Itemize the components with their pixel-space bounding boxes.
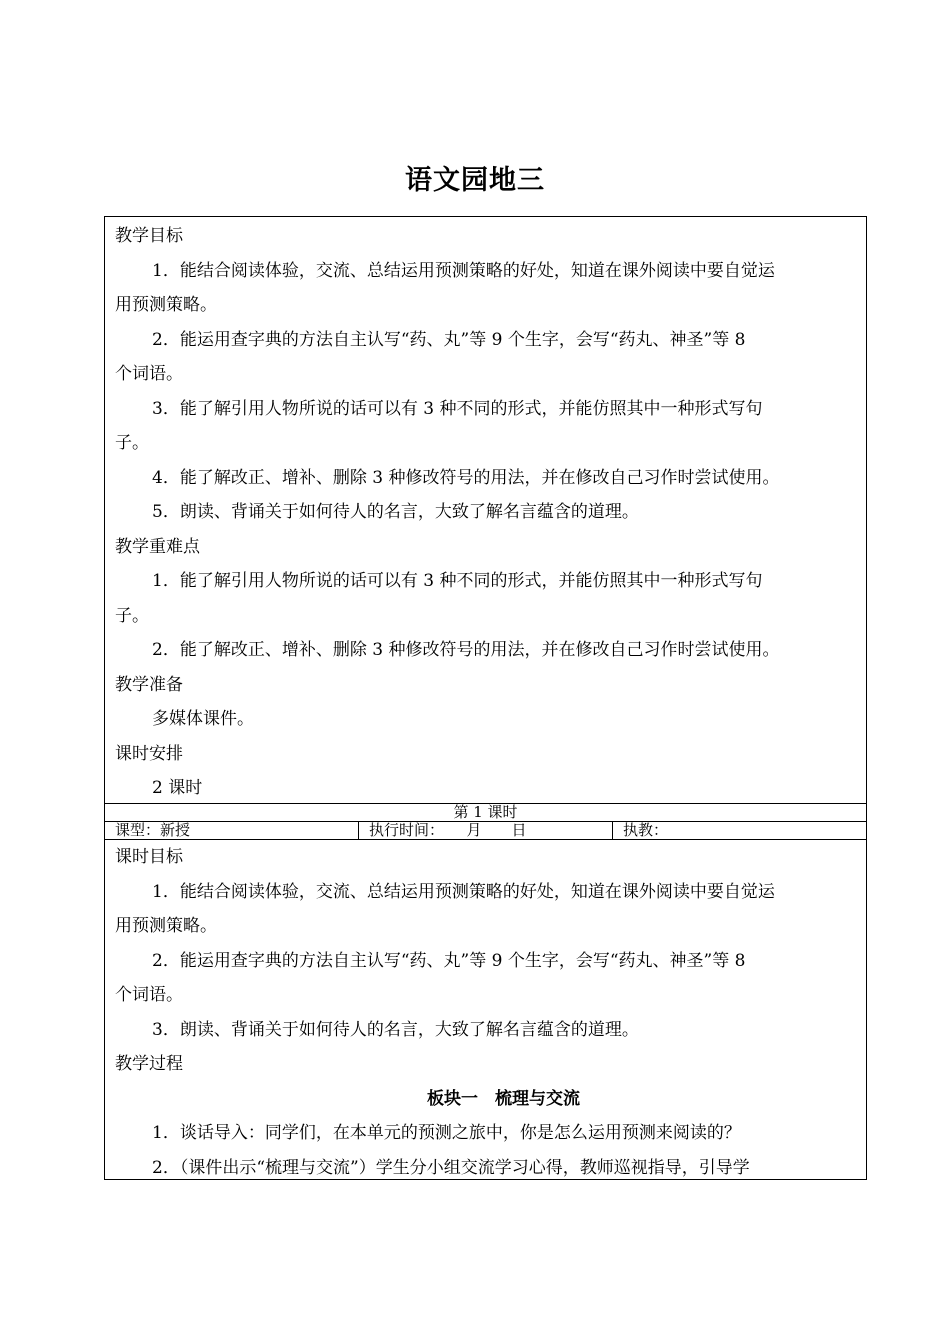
text-line: 2．（课件出示“梳理与交流”）学生分小组交流学习心得，教师巡视指导，引导学 [152,1157,750,1178]
goals-heading: 教学目标 [115,226,183,246]
text-line: 用预测策略。 [115,916,217,936]
text-line: 2．能运用查字典的方法自主认写“药、丸”等 9 个生字，会写“药丸、神圣”等 8 [152,329,746,350]
process-heading: 教学过程 [115,1054,183,1074]
prep-text: 多媒体课件。 [152,709,254,729]
text-line: 1．谈话导入：同学们，在本单元的预测之旅中，你是怎么运用预测来阅读的？ [152,1123,741,1143]
text-line: 子。 [115,605,149,626]
execution-time-cell: 执行时间： 月 日 [359,822,613,839]
text-line: 1．能了解引用人物所说的话可以有 3 种不同的形式，并能仿照其中一种形式写句 [152,571,763,591]
prep-heading: 教学准备 [115,674,183,695]
lesson-info-row [105,822,866,840]
text-line: 1．能结合阅读体验，交流、总结运用预测策略的好处，知道在课外阅读中要自觉运 [152,260,775,281]
text-line: 3．能了解引用人物所说的话可以有 3 种不同的形式，并能仿照其中一种形式写句 [152,398,763,419]
lesson-type-cell: 课型：新授 [105,822,359,839]
text-line: 用预测策略。 [115,295,217,315]
overview-section [105,217,866,803]
text-line: 2．能运用查字典的方法自主认写“药、丸”等 9 个生字，会写“药丸、神圣”等 8 [152,950,746,971]
text-line: 1．能结合阅读体验，交流、总结运用预测策略的好处，知道在课外阅读中要自觉运 [152,881,775,902]
text-line: 4．能了解改正、增补、删除 3 种修改符号的用法，并在修改自己习作时尝试使用。 [152,467,780,488]
block-title: 板块一 梳理与交流 [427,1088,580,1109]
document-title: 语文园地三 [405,165,545,196]
goals-list [115,254,856,530]
text-line: 个词语。 [115,364,183,384]
key-points-heading: 教学重难点 [115,536,200,557]
lesson-goals-list [115,875,856,1048]
lesson-section [105,840,866,1185]
text-line: 个词语。 [115,985,183,1005]
text-line: 2．能了解改正、增补、删除 3 种修改符号的用法，并在修改自己习作时尝试使用。 [152,640,780,660]
lesson-goals-heading: 课时目标 [115,847,183,867]
teacher-cell: 执教： [623,821,669,839]
text-line: 子。 [115,433,149,453]
process-list [115,1116,856,1185]
key-points-list [115,564,856,668]
text-line: 3．朗读、背诵关于如何待人的名言，大致了解名言蕴含的道理。 [152,1019,639,1040]
lesson-number-row: 第 1 课时 [105,803,866,822]
schedule-heading: 课时安排 [115,743,183,764]
schedule-text: 2 课时 [152,778,203,798]
lesson-plan-table [104,216,867,1180]
text-line: 5．朗读、背诵关于如何待人的名言，大致了解名言蕴含的道理。 [152,502,639,522]
